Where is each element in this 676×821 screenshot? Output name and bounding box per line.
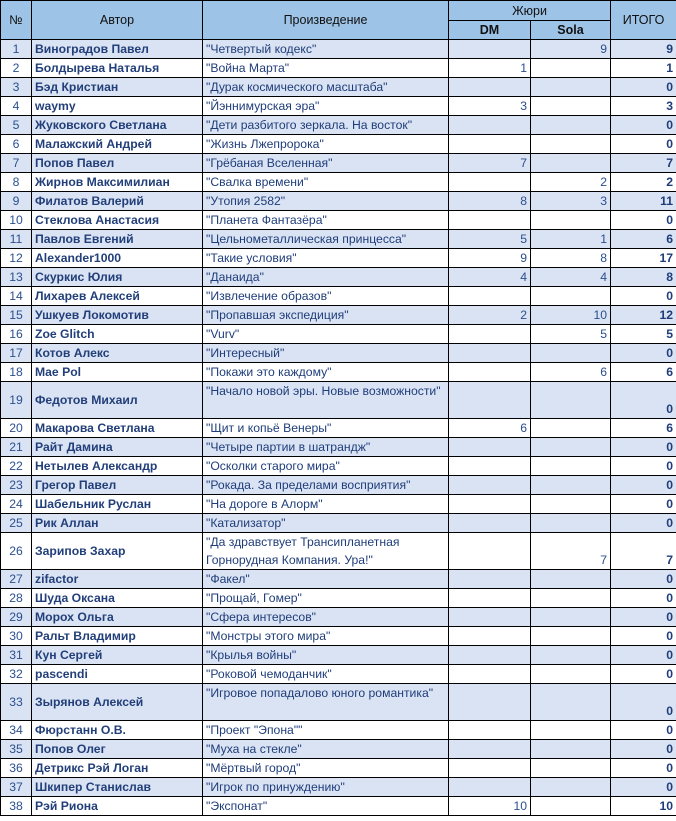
cell-sola[interactable] (531, 684, 611, 721)
cell-dm[interactable]: 7 (449, 154, 531, 173)
cell-no[interactable]: 14 (1, 287, 32, 306)
cell-total[interactable]: 0 (611, 287, 676, 306)
cell-work[interactable]: "Дурак космического масштаба" (203, 78, 449, 97)
cell-dm[interactable] (449, 135, 531, 154)
cell-work[interactable]: "На дороге в Алорм" (203, 495, 449, 514)
cell-sola[interactable] (531, 154, 611, 173)
cell-sola[interactable] (531, 589, 611, 608)
cell-no[interactable]: 18 (1, 363, 32, 382)
cell-sola[interactable]: 2 (531, 173, 611, 192)
cell-dm[interactable]: 6 (449, 419, 531, 438)
cell-author[interactable]: Скуркис Юлия (32, 268, 203, 287)
cell-no[interactable]: 20 (1, 419, 32, 438)
cell-sola[interactable] (531, 476, 611, 495)
cell-sola[interactable] (531, 495, 611, 514)
cell-dm[interactable] (449, 778, 531, 797)
cell-no[interactable]: 10 (1, 211, 32, 230)
cell-dm[interactable] (449, 287, 531, 306)
cell-author[interactable]: zifactor (32, 570, 203, 589)
table-row (1, 476, 676, 495)
cell-dm[interactable] (449, 40, 531, 59)
cell-total[interactable]: 0 (611, 627, 676, 646)
cell-total[interactable]: 0 (611, 665, 676, 684)
cell-dm[interactable] (449, 570, 531, 589)
cell-work[interactable]: "Да здравствует Трансипланетная Горнорудная Компания. Ура!" (203, 533, 449, 570)
cell-total[interactable]: 0 (611, 740, 676, 759)
cell-sola[interactable] (531, 59, 611, 78)
cell-sola[interactable] (531, 97, 611, 116)
cell-no[interactable]: 32 (1, 665, 32, 684)
cell-dm[interactable] (449, 646, 531, 665)
cell-work[interactable]: "Свалка времени" (203, 173, 449, 192)
cell-sola[interactable] (531, 116, 611, 135)
cell-author[interactable]: Федотов Михаил (32, 382, 203, 419)
table-row (1, 78, 676, 97)
cell-author[interactable]: Детрикс Рэй Логан (32, 759, 203, 778)
table-row (1, 97, 676, 116)
cell-total[interactable]: 11 (611, 192, 676, 211)
cell-work[interactable]: "Такие условия" (203, 249, 449, 268)
header-sola[interactable]: Sola (531, 21, 611, 40)
cell-total[interactable]: 0 (611, 382, 676, 419)
cell-total[interactable]: 7 (611, 533, 676, 570)
cell-dm[interactable]: 8 (449, 192, 531, 211)
cell-sola[interactable]: 9 (531, 40, 611, 59)
table-row (1, 325, 676, 344)
cell-dm[interactable] (449, 740, 531, 759)
cell-no[interactable]: 2 (1, 59, 32, 78)
cell-no[interactable]: 28 (1, 589, 32, 608)
cell-sola[interactable]: 10 (531, 306, 611, 325)
cell-sola[interactable] (531, 344, 611, 363)
cell-no[interactable]: 29 (1, 608, 32, 627)
cell-dm[interactable] (449, 476, 531, 495)
cell-no[interactable]: 24 (1, 495, 32, 514)
cell-author[interactable]: pascendi (32, 665, 203, 684)
cell-sola[interactable] (531, 438, 611, 457)
cell-author[interactable]: Рэй Риона (32, 797, 203, 816)
cell-total[interactable]: 17 (611, 249, 676, 268)
cell-author[interactable]: waymy (32, 97, 203, 116)
cell-no[interactable]: 36 (1, 759, 32, 778)
cell-dm[interactable] (449, 438, 531, 457)
cell-dm[interactable]: 3 (449, 97, 531, 116)
cell-work[interactable]: "Начало новой эры. Новые возможности" (203, 382, 449, 419)
cell-work[interactable]: "Извлечение образов" (203, 287, 449, 306)
cell-author[interactable]: Zoe Glitch (32, 325, 203, 344)
table-row (1, 59, 676, 78)
cell-no[interactable]: 8 (1, 173, 32, 192)
cell-total[interactable]: 0 (611, 78, 676, 97)
cell-no[interactable]: 9 (1, 192, 32, 211)
cell-author[interactable]: Попов Олег (32, 740, 203, 759)
cell-work[interactable]: "Катализатор" (203, 514, 449, 533)
cell-total[interactable]: 0 (611, 135, 676, 154)
cell-total[interactable]: 7 (611, 154, 676, 173)
cell-no[interactable]: 19 (1, 382, 32, 419)
cell-no[interactable]: 6 (1, 135, 32, 154)
cell-dm[interactable] (449, 78, 531, 97)
cell-work[interactable]: "Прощай, Гомер" (203, 589, 449, 608)
table-row (1, 797, 676, 816)
cell-dm[interactable] (449, 684, 531, 721)
cell-author[interactable]: Жирнов Максимилиан (32, 173, 203, 192)
cell-total[interactable]: 0 (611, 778, 676, 797)
cell-author[interactable]: Шабельник Руслан (32, 495, 203, 514)
cell-author[interactable]: Жуковского Светлана (32, 116, 203, 135)
table-row (1, 40, 676, 59)
table-row (1, 154, 676, 173)
cell-dm[interactable]: 9 (449, 249, 531, 268)
cell-no[interactable]: 34 (1, 721, 32, 740)
cell-no[interactable]: 27 (1, 570, 32, 589)
cell-dm[interactable] (449, 173, 531, 192)
cell-dm[interactable] (449, 721, 531, 740)
header-total[interactable]: ИТОГО (611, 1, 676, 40)
table-row (1, 646, 676, 665)
cell-author[interactable]: Шуда Оксана (32, 589, 203, 608)
cell-work[interactable]: "Рокада. За пределами восприятия" (203, 476, 449, 495)
table-row (1, 192, 676, 211)
cell-sola[interactable] (531, 740, 611, 759)
cell-author[interactable]: Alexander1000 (32, 249, 203, 268)
cell-dm[interactable] (449, 608, 531, 627)
cell-sola[interactable] (531, 665, 611, 684)
cell-no[interactable]: 5 (1, 116, 32, 135)
cell-total[interactable]: 2 (611, 173, 676, 192)
cell-author[interactable]: Рик Аллан (32, 514, 203, 533)
cell-no[interactable]: 16 (1, 325, 32, 344)
cell-author[interactable]: Фюрстанн О.В. (32, 721, 203, 740)
cell-no[interactable]: 4 (1, 97, 32, 116)
cell-work[interactable]: "Мёртвый город" (203, 759, 449, 778)
cell-total[interactable]: 0 (611, 684, 676, 721)
cell-work[interactable]: "Сфера интересов" (203, 608, 449, 627)
cell-work[interactable]: "Муха на стекле" (203, 740, 449, 759)
cell-work[interactable]: "Экспонат" (203, 797, 449, 816)
table-row (1, 589, 676, 608)
cell-total[interactable]: 9 (611, 40, 676, 59)
cell-work[interactable]: "Утопия 2582" (203, 192, 449, 211)
cell-no[interactable]: 33 (1, 684, 32, 721)
cell-sola[interactable] (531, 287, 611, 306)
cell-total[interactable]: 0 (611, 570, 676, 589)
table-row (1, 173, 676, 192)
cell-dm[interactable] (449, 514, 531, 533)
cell-no[interactable]: 23 (1, 476, 32, 495)
cell-work[interactable]: "Щит и копьё Венеры" (203, 419, 449, 438)
cell-total[interactable]: 12 (611, 306, 676, 325)
cell-sola[interactable]: 5 (531, 325, 611, 344)
cell-sola[interactable]: 8 (531, 249, 611, 268)
cell-work[interactable]: "Дети разбитого зеркала. На восток" (203, 116, 449, 135)
cell-total[interactable]: 6 (611, 419, 676, 438)
cell-dm[interactable] (449, 589, 531, 608)
cell-work[interactable]: "Монстры этого мира" (203, 627, 449, 646)
cell-no[interactable]: 35 (1, 740, 32, 759)
cell-sola[interactable]: 3 (531, 192, 611, 211)
cell-total[interactable]: 3 (611, 97, 676, 116)
cell-dm[interactable]: 4 (449, 268, 531, 287)
cell-dm[interactable] (449, 325, 531, 344)
table-row (1, 249, 676, 268)
cell-total[interactable]: 6 (611, 363, 676, 382)
cell-sola[interactable] (531, 797, 611, 816)
cell-total[interactable]: 0 (611, 608, 676, 627)
cell-author[interactable]: Морох Ольга (32, 608, 203, 627)
table-row (1, 665, 676, 684)
table-body (1, 40, 676, 816)
cell-sola[interactable]: 1 (531, 230, 611, 249)
table-row (1, 684, 676, 721)
cell-no[interactable]: 3 (1, 78, 32, 97)
table-row (1, 419, 676, 438)
cell-sola[interactable] (531, 78, 611, 97)
cell-dm[interactable] (449, 665, 531, 684)
cell-work[interactable]: "Факел" (203, 570, 449, 589)
table-row (1, 382, 676, 419)
table-row (1, 287, 676, 306)
cell-author[interactable]: Ральт Владимир (32, 627, 203, 646)
table-row (1, 740, 676, 759)
cell-dm[interactable]: 5 (449, 230, 531, 249)
cell-work[interactable]: "Vurv" (203, 325, 449, 344)
cell-author[interactable]: Зырянов Алексей (32, 684, 203, 721)
cell-author[interactable]: Павлов Евгений (32, 230, 203, 249)
table-row (1, 438, 676, 457)
table-row (1, 533, 676, 570)
cell-no[interactable]: 15 (1, 306, 32, 325)
cell-total[interactable]: 0 (611, 646, 676, 665)
cell-total[interactable]: 0 (611, 589, 676, 608)
table-row (1, 211, 676, 230)
table-row (1, 306, 676, 325)
cell-dm[interactable] (449, 344, 531, 363)
cell-no[interactable]: 26 (1, 533, 32, 570)
cell-dm[interactable] (449, 116, 531, 135)
cell-dm[interactable] (449, 363, 531, 382)
cell-work[interactable]: "Пропавшая экспедиция" (203, 306, 449, 325)
table-header (1, 1, 676, 40)
cell-work[interactable]: "Роковой чемоданчик" (203, 665, 449, 684)
cell-sola[interactable] (531, 419, 611, 438)
table-row (1, 344, 676, 363)
cell-sola[interactable] (531, 457, 611, 476)
table-row (1, 570, 676, 589)
cell-total[interactable]: 0 (611, 438, 676, 457)
cell-author[interactable]: Mae Pol (32, 363, 203, 382)
cell-work[interactable]: "Осколки старого мира" (203, 457, 449, 476)
cell-sola[interactable] (531, 211, 611, 230)
table-row (1, 268, 676, 287)
cell-no[interactable]: 13 (1, 268, 32, 287)
cell-work[interactable]: "Цельнометаллическая принцесса" (203, 230, 449, 249)
cell-dm[interactable] (449, 382, 531, 419)
cell-total[interactable]: 0 (611, 457, 676, 476)
cell-author[interactable]: Шкипер Станислав (32, 778, 203, 797)
cell-total[interactable]: 0 (611, 476, 676, 495)
cell-author[interactable]: Зарипов Захар (32, 533, 203, 570)
cell-work[interactable]: "Проект "Эпона"" (203, 721, 449, 740)
cell-author[interactable]: Макарова Светлана (32, 419, 203, 438)
cell-dm[interactable] (449, 627, 531, 646)
cell-no[interactable]: 17 (1, 344, 32, 363)
cell-author[interactable]: Лихарев Алексей (32, 287, 203, 306)
cell-total[interactable]: 0 (611, 116, 676, 135)
cell-work[interactable]: "Крылья войны" (203, 646, 449, 665)
cell-no[interactable]: 30 (1, 627, 32, 646)
cell-no[interactable]: 25 (1, 514, 32, 533)
cell-total[interactable]: 6 (611, 230, 676, 249)
cell-work[interactable]: "Война Марта" (203, 59, 449, 78)
table-row (1, 457, 676, 476)
cell-author[interactable]: Стеклова Анастасия (32, 211, 203, 230)
cell-total[interactable]: 0 (611, 721, 676, 740)
cell-sola[interactable]: 6 (531, 363, 611, 382)
cell-work[interactable]: "Игрок по принуждению" (203, 778, 449, 797)
cell-author[interactable]: Котов Алекс (32, 344, 203, 363)
cell-dm[interactable] (449, 211, 531, 230)
table-row (1, 627, 676, 646)
cell-sola[interactable] (531, 627, 611, 646)
cell-work[interactable]: "Покажи это каждому" (203, 363, 449, 382)
header-work[interactable]: Произведение (203, 1, 449, 40)
cell-no[interactable]: 37 (1, 778, 32, 797)
cell-sola[interactable] (531, 514, 611, 533)
table-row (1, 116, 676, 135)
cell-work[interactable]: "Игровое попадалово юного романтика" (203, 684, 449, 721)
cell-sola[interactable] (531, 646, 611, 665)
table-row (1, 608, 676, 627)
cell-work[interactable]: "Жизнь Лжепророка" (203, 135, 449, 154)
table-row (1, 363, 676, 382)
cell-sola[interactable] (531, 608, 611, 627)
cell-no[interactable]: 7 (1, 154, 32, 173)
cell-total[interactable]: 0 (611, 344, 676, 363)
table-row (1, 778, 676, 797)
cell-work[interactable]: "Планета Фантазёра" (203, 211, 449, 230)
cell-total[interactable]: 0 (611, 211, 676, 230)
cell-sola[interactable] (531, 382, 611, 419)
cell-no[interactable]: 31 (1, 646, 32, 665)
cell-no[interactable]: 1 (1, 40, 32, 59)
cell-total[interactable]: 8 (611, 268, 676, 287)
cell-sola[interactable] (531, 570, 611, 589)
cell-total[interactable]: 0 (611, 514, 676, 533)
table-row (1, 230, 676, 249)
cell-author[interactable]: Болдырева Наталья (32, 59, 203, 78)
cell-work[interactable]: "Данаида" (203, 268, 449, 287)
cell-sola[interactable]: 4 (531, 268, 611, 287)
cell-no[interactable]: 38 (1, 797, 32, 816)
header-author[interactable]: Автор (32, 1, 203, 40)
cell-author[interactable]: Попов Павел (32, 154, 203, 173)
cell-total[interactable]: 5 (611, 325, 676, 344)
cell-dm[interactable] (449, 759, 531, 778)
cell-no[interactable]: 12 (1, 249, 32, 268)
cell-sola[interactable] (531, 778, 611, 797)
cell-author[interactable]: Нетылев Александр (32, 457, 203, 476)
cell-author[interactable]: Ушкуев Локомотив (32, 306, 203, 325)
cell-sola[interactable] (531, 135, 611, 154)
table-row (1, 759, 676, 778)
cell-sola[interactable] (531, 721, 611, 740)
cell-author[interactable]: Грегор Павел (32, 476, 203, 495)
table-row (1, 495, 676, 514)
cell-total[interactable]: 1 (611, 59, 676, 78)
cell-no[interactable]: 21 (1, 438, 32, 457)
cell-total[interactable]: 10 (611, 797, 676, 816)
header-dm[interactable]: DM (449, 21, 531, 40)
cell-dm[interactable] (449, 495, 531, 514)
cell-author[interactable]: Райт Дамина (32, 438, 203, 457)
cell-total[interactable]: 0 (611, 495, 676, 514)
table-row (1, 135, 676, 154)
cell-dm[interactable]: 1 (449, 59, 531, 78)
cell-total[interactable]: 0 (611, 759, 676, 778)
cell-sola[interactable] (531, 759, 611, 778)
cell-author[interactable]: Виноградов Павел (32, 40, 203, 59)
cell-work[interactable]: "Йэннимурская эра" (203, 97, 449, 116)
cell-work[interactable]: "Грёбаная Вселенная" (203, 154, 449, 173)
cell-author[interactable]: Кун Сергей (32, 646, 203, 665)
cell-work[interactable]: "Интересный" (203, 344, 449, 363)
cell-author[interactable]: Малажский Андрей (32, 135, 203, 154)
cell-dm[interactable] (449, 533, 531, 570)
cell-no[interactable]: 22 (1, 457, 32, 476)
cell-work[interactable]: "Четвертый кодекс" (203, 40, 449, 59)
cell-author[interactable]: Филатов Валерий (32, 192, 203, 211)
cell-dm[interactable] (449, 457, 531, 476)
cell-dm[interactable]: 2 (449, 306, 531, 325)
cell-work[interactable]: "Четыре партии в шатрандж" (203, 438, 449, 457)
header-no[interactable]: № (1, 1, 32, 40)
cell-author[interactable]: Бэд Кристиан (32, 78, 203, 97)
cell-dm[interactable]: 10 (449, 797, 531, 816)
table-row (1, 514, 676, 533)
cell-no[interactable]: 11 (1, 230, 32, 249)
table-row (1, 721, 676, 740)
cell-sola[interactable]: 7 (531, 533, 611, 570)
header-jury[interactable]: Жюри (449, 1, 611, 21)
